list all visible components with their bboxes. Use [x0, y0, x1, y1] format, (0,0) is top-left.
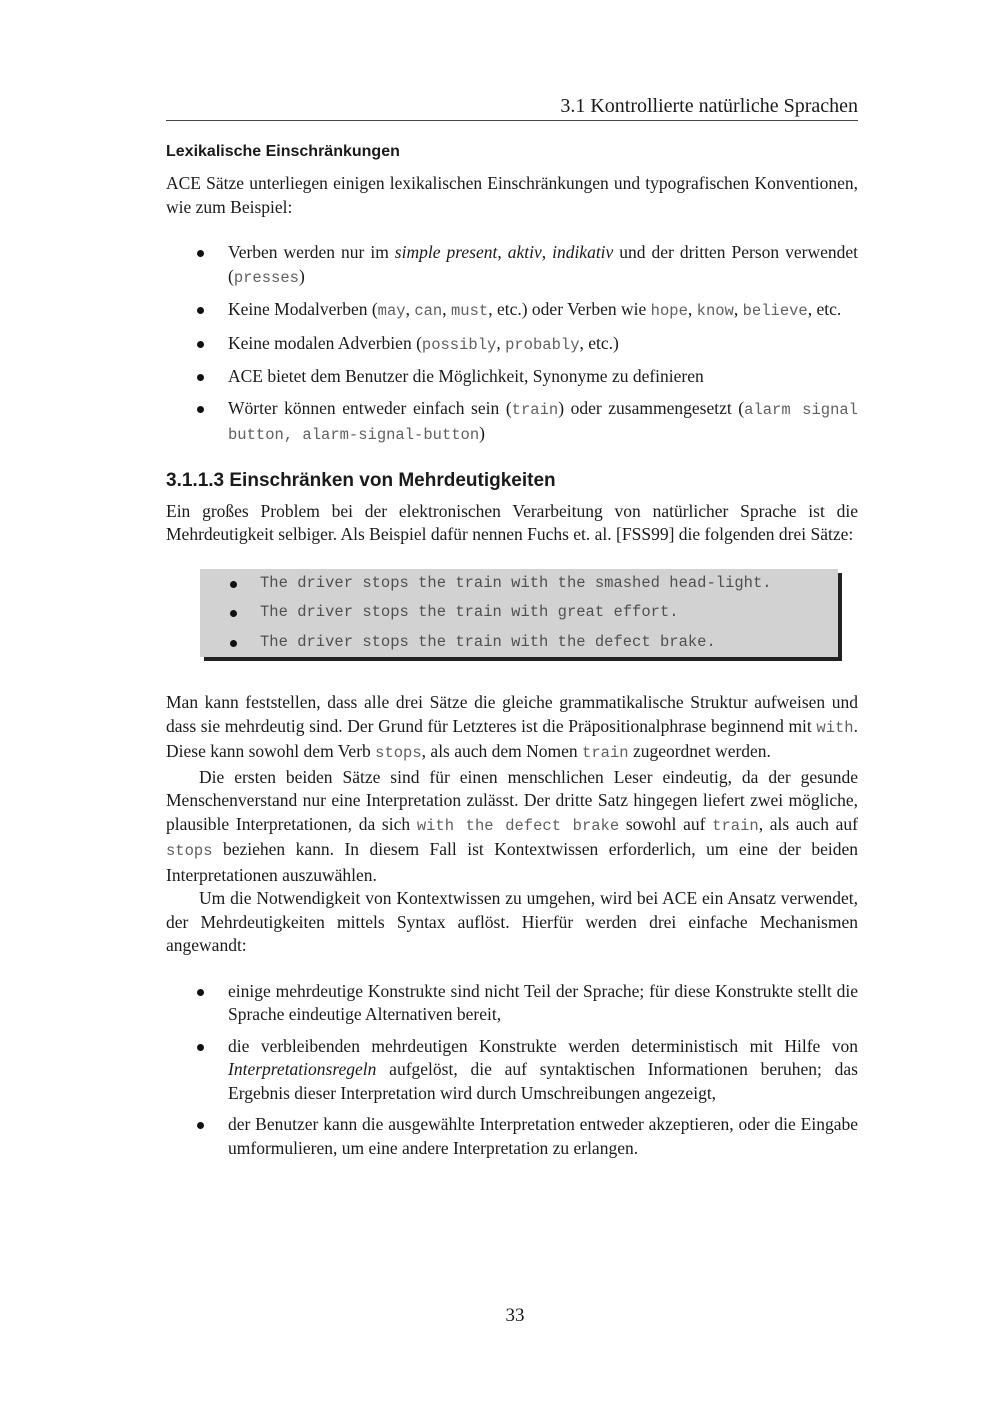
section-intro: Ein großes Problem bei der elektronischen Verarbeitung von natürlicher Sprache ist die Mehrdeutigkeit selbiger. Als Beispiel dafür nennen Fuchs et. al. [FSS99] die folgenden drei Sätze: — [166, 500, 858, 544]
example-sentences-box — [200, 569, 838, 658]
bullet-icon — [197, 406, 204, 413]
bullet-icon — [197, 250, 204, 257]
paragraph-mechanisms: Um die Notwendigkeit von Kontextwissen zu umgehen, wird bei ACE ein Ansatz verwendet, der Mehrdeutigkeiten mittels Syntax auflöst. Hierfür werden drei einfache Mechanismen angewandt: — [166, 888, 858, 955]
example-sentence: The driver stops the train with great effort. — [200, 598, 838, 628]
list-item: ACE bietet dem Benutzer die Möglichkeit, Synonyme zu definieren — [166, 365, 858, 389]
bullet-icon — [230, 640, 237, 647]
bullet-icon — [197, 307, 204, 314]
mechanisms-list — [166, 980, 858, 1161]
bullet-icon — [197, 1044, 204, 1051]
bullet-icon — [230, 581, 237, 588]
list-item: Keine modalen Adverbien (possibly, probably, etc.) — [166, 332, 858, 358]
running-header: 3.1 Kontrollierte natürliche Sprachen — [166, 94, 858, 121]
lexical-list — [166, 241, 858, 448]
section-heading: 3.1.1.3 Einschränken von Mehrdeutigkeiten — [166, 469, 556, 491]
paragraph-structure: Man kann feststellen, dass alle drei Sätze die gleiche grammatikalische Struktur aufweisen und dass sie mehrdeutig sind. Der Grund für Letzteres ist die Präpositionalphrase beginnend mit with. Diese kann sowohl dem Verb stops, als auch dem Nomen train zugeordnet werden. — [166, 692, 858, 762]
paragraph-interpretation: Die ersten beiden Sätze sind für einen menschlichen Leser eindeutig, da der gesunde Menschenverstand nur eine Interpretation zulässt. Der dritte Satz hingegen liefert zwei mögliche, plausible Interpretationen, da sich with the defect brake sowohl auf train, als auch auf stops beziehen kann. In diesem Fall ist Kontextwissen erforderlich, um eine der beiden Interpretationen auszuwählen. — [166, 766, 858, 885]
bullet-icon — [230, 610, 237, 617]
page-number: 33 — [505, 1305, 525, 1326]
list-item: Keine Modalverben (may, can, must, etc.) oder Verben wie hope, know, believe, etc. — [166, 298, 858, 324]
bullet-icon — [197, 989, 204, 996]
bullet-icon — [197, 374, 204, 381]
page-content — [166, 142, 858, 1168]
list-item: der Benutzer kann die ausgewählte Interpretation entweder akzeptieren, oder die Eingabe umformulieren, um eine andere Interpretation zu erlangen. — [166, 1113, 858, 1160]
list-item: Verben werden nur im simple present, aktiv, indikativ und der dritten Person verwendet (presses) — [166, 241, 858, 290]
example-sentence: The driver stops the train with the smashed head-light. — [200, 569, 838, 599]
lexical-heading: Lexikalische Einschränkungen — [166, 143, 400, 160]
example-list — [200, 569, 838, 658]
bullet-icon — [197, 341, 204, 348]
list-item: Wörter können entweder einfach sein (train) oder zusammengesetzt (alarm signal button, alarm-signal-button) — [166, 397, 858, 448]
example-sentence: The driver stops the train with the defect brake. — [200, 628, 838, 658]
list-item: einige mehrdeutige Konstrukte sind nicht Teil der Sprache; für diese Konstrukte stellt die Sprache eindeutige Alternativen bereit, — [166, 980, 858, 1027]
bullet-icon — [197, 1122, 204, 1129]
lexical-intro: ACE Sätze unterliegen einigen lexikalischen Einschränkungen und typografischen Konventionen, wie zum Beispiel: — [166, 173, 858, 217]
list-item: die verbleibenden mehrdeutigen Konstrukte werden deterministisch mit Hilfe von Interpretationsregeln aufgelöst, die auf syntaktischen Informationen beruhen; das Ergebnis dieser Interpretation wird durch Umschreibungen angezeigt, — [166, 1035, 858, 1106]
